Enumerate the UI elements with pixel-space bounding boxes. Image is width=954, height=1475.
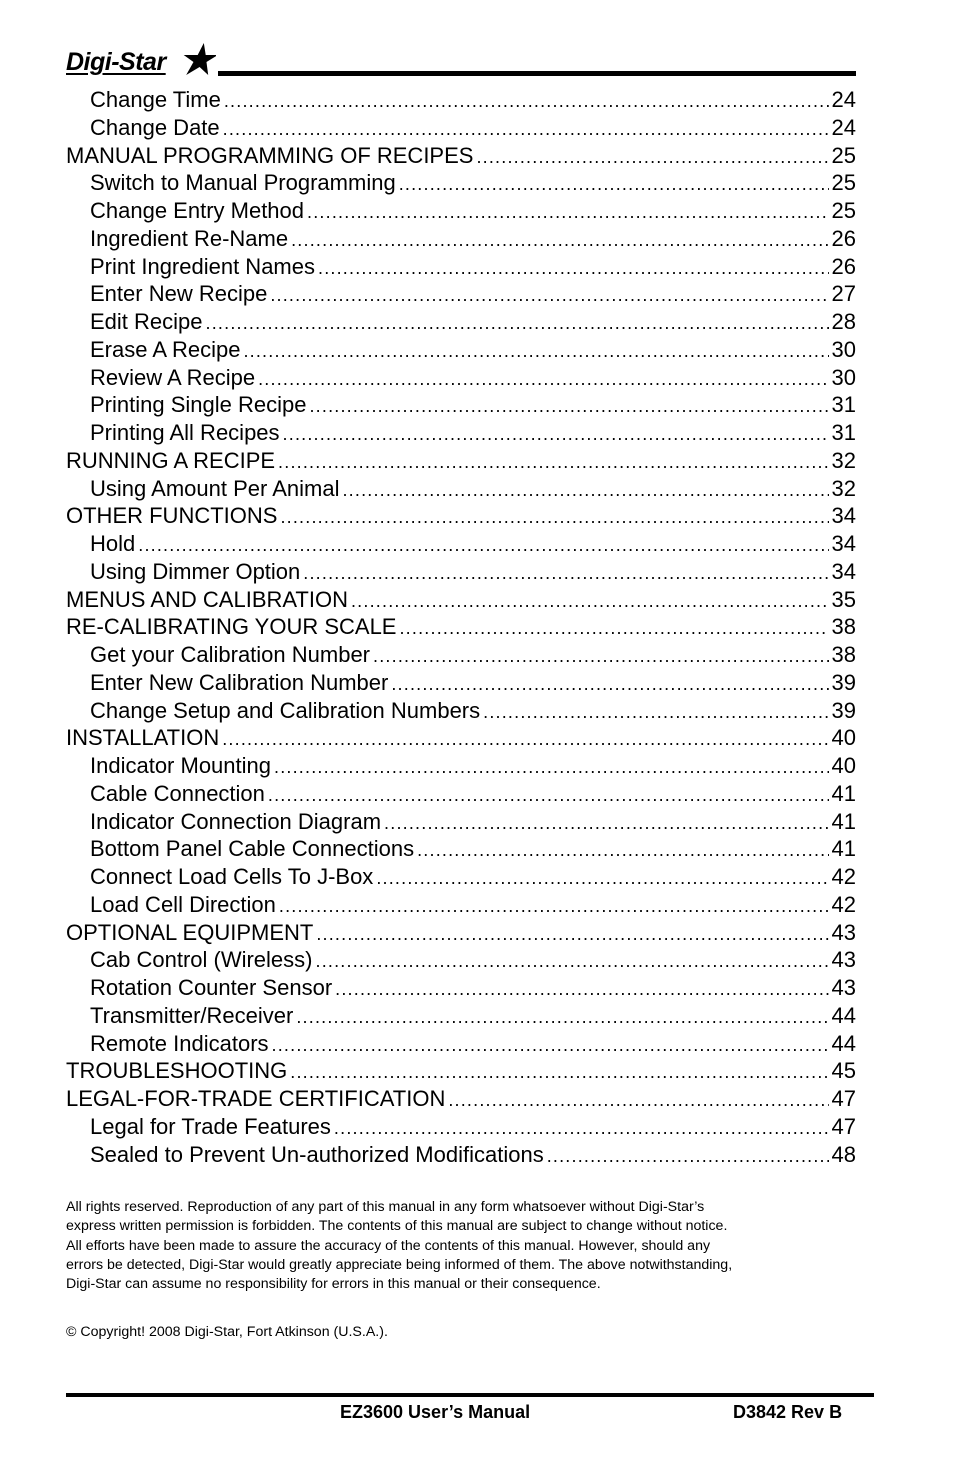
toc-entry-title: Rotation Counter Sensor [90, 975, 333, 1000]
toc-entry[interactable] [66, 558, 856, 586]
toc-entry-page: 25 [831, 142, 856, 168]
toc-entry-title: Get your Calibration Number [90, 642, 371, 667]
toc-entry-title: Using Dimmer Option [90, 558, 301, 584]
toc-entry-title: Indicator Connection Diagram [90, 808, 382, 834]
toc-entry-page: 24 [831, 114, 856, 140]
toc-entry-title: Change Setup and Calibration Numbers [90, 697, 481, 723]
toc-entry-page: 26 [831, 225, 856, 251]
toc-entry-page: 47 [831, 1113, 856, 1139]
toc-entry[interactable] [66, 364, 856, 392]
toc-entry[interactable] [66, 1085, 856, 1113]
toc-dot-leader [290, 1059, 828, 1087]
toc-entry-page: 43 [831, 947, 856, 973]
toc-dot-leader [280, 504, 828, 532]
toc-dot-leader [270, 282, 828, 310]
toc-dot-leader [309, 393, 828, 421]
toc-entry-page: 38 [831, 614, 856, 640]
toc-entry-page: 24 [831, 87, 856, 112]
toc-entry-page: 26 [831, 253, 856, 279]
toc-dot-leader [316, 921, 828, 949]
toc-dot-leader [268, 782, 829, 810]
toc-entry-title: Cable Connection [90, 780, 265, 806]
toc-dot-leader [483, 699, 828, 727]
toc-entry-page: 43 [831, 919, 856, 945]
toc-entry-page: 44 [831, 1030, 856, 1056]
toc-dot-leader [417, 837, 828, 865]
toc-dot-leader [243, 338, 828, 366]
toc-dot-leader [296, 1004, 828, 1032]
legal-line: All efforts have been made to assure the accuracy of the contents of this manual. However, should any [66, 1237, 711, 1254]
toc-entry-page: 32 [831, 447, 856, 473]
toc-dot-leader [258, 366, 828, 394]
toc-entry-title: Enter New Calibration Number [90, 669, 389, 695]
toc-entry[interactable] [66, 225, 856, 253]
toc-entry[interactable] [66, 613, 856, 641]
toc-entry-title: Cab Control (Wireless) [90, 947, 313, 973]
toc-entry-title: TROUBLESHOOTING [66, 1058, 288, 1084]
toc-dot-leader [376, 865, 828, 893]
toc-entry-page: 47 [831, 1086, 856, 1111]
toc-dot-leader [342, 477, 828, 505]
toc-entry-page: 40 [831, 753, 856, 778]
toc-entry[interactable] [66, 724, 856, 752]
toc-entry-title: RUNNING A RECIPE [66, 447, 276, 473]
toc-entry-title: MANUAL PROGRAMMING OF RECIPES [66, 142, 474, 168]
toc-dot-leader [335, 976, 828, 1004]
page-header [66, 42, 856, 82]
toc-entry[interactable] [66, 1057, 856, 1085]
toc-entry-title: Switch to Manual Programming [90, 170, 396, 196]
toc-dot-leader [278, 449, 828, 477]
toc-entry-title: Ingredient Re-Name [90, 225, 289, 251]
toc-entry-title: Hold [90, 531, 136, 556]
toc-entry-page: 39 [831, 697, 856, 723]
toc-entry[interactable] [66, 780, 856, 808]
toc-dot-leader [291, 227, 828, 255]
toc-dot-leader [448, 1087, 828, 1115]
toc-entry-title: LEGAL-FOR-TRADE CERTIFICATION [66, 1086, 446, 1111]
footer-revision: D3842 Rev B [733, 1402, 843, 1422]
footer-rule [66, 1393, 874, 1397]
toc-dot-leader [316, 948, 829, 976]
toc-entry[interactable] [66, 697, 856, 725]
toc-entry[interactable] [66, 280, 856, 308]
toc-entry-title: Change Entry Method [90, 198, 305, 223]
toc-dot-leader [223, 116, 829, 144]
toc-dot-leader [334, 1115, 829, 1143]
toc-entry-page: 28 [831, 309, 856, 334]
toc-dot-leader [224, 88, 829, 116]
toc-entry[interactable] [66, 419, 856, 447]
toc-entry-title: Indicator Mounting [90, 753, 271, 778]
toc-entry-page: 41 [831, 808, 856, 834]
toc-entry[interactable] [66, 586, 856, 614]
toc-dot-leader [351, 588, 829, 616]
toc-entry-page: 32 [831, 475, 856, 501]
toc-dot-leader [476, 144, 828, 172]
toc-entry-page: 30 [831, 364, 856, 390]
toc-entry[interactable] [66, 114, 856, 142]
toc-entry[interactable] [66, 142, 856, 170]
toc-entry-title: Legal for Trade Features [90, 1113, 331, 1139]
toc-entry-title: Change Date [90, 114, 220, 140]
star-icon [182, 42, 216, 76]
toc-entry[interactable] [66, 752, 856, 780]
toc-dot-leader [206, 310, 829, 338]
toc-entry[interactable] [66, 197, 856, 225]
toc-entry[interactable] [66, 169, 856, 197]
toc-dot-leader [391, 671, 828, 699]
toc-entry-page: 45 [831, 1058, 856, 1084]
toc-entry-page: 31 [831, 420, 856, 445]
toc-entry-title: INSTALLATION [66, 725, 220, 751]
toc-entry-title: Sealed to Prevent Un-authorized Modifications [90, 1141, 544, 1167]
toc-entry[interactable] [66, 863, 856, 891]
toc-entry[interactable] [66, 669, 856, 697]
legal-line: Digi-Star can assume no responsibility for errors in this manual or their consequence. [66, 1276, 601, 1293]
toc-entry[interactable] [66, 1113, 856, 1141]
toc-entry-page: 31 [831, 392, 856, 418]
legal-line: errors be detected, Digi-Star would greatly appreciate being informed of them. The above notwithstanding, [66, 1256, 733, 1273]
toc-entry-page: 35 [831, 586, 856, 612]
toc-entry-title: Transmitter/Receiver [90, 1002, 294, 1028]
toc-entry-title: OTHER FUNCTIONS [66, 503, 278, 529]
toc-entry-title: Review A Recipe [90, 364, 256, 390]
toc-entry[interactable] [66, 86, 856, 114]
toc-entry-title: Erase A Recipe [90, 336, 241, 362]
toc-entry[interactable] [66, 835, 856, 863]
toc-entry-page: 39 [831, 669, 856, 695]
toc-entry[interactable] [66, 919, 856, 947]
toc-entry-page: 40 [831, 725, 856, 751]
toc-entry-page: 48 [831, 1141, 856, 1167]
toc-entry-title: Using Amount Per Animal [90, 475, 340, 501]
toc-entry[interactable] [66, 641, 856, 669]
toc-dot-leader [547, 1143, 829, 1171]
toc-entry[interactable] [66, 253, 856, 281]
toc-entry-title: Edit Recipe [90, 309, 203, 334]
toc-entry-page: 44 [831, 1002, 856, 1028]
toc-entry-page: 42 [831, 891, 856, 917]
toc-entry-title: MENUS AND CALIBRATION [66, 586, 348, 612]
toc-dot-leader [303, 560, 828, 588]
toc-entry-title: Connect Load Cells To J-Box [90, 864, 374, 889]
toc-entry-title: RE-CALIBRATING YOUR SCALE [66, 614, 397, 640]
toc-entry-title: Printing Single Recipe [90, 392, 307, 418]
toc-entry-page: 42 [831, 864, 856, 889]
legal-line: express written permission is forbidden. The contents of this manual are subject to change without notice. [66, 1218, 728, 1235]
toc-entry[interactable] [66, 475, 856, 503]
toc-dot-leader [222, 726, 828, 754]
toc-entry-page: 43 [831, 975, 856, 1000]
toc-entry-page: 34 [831, 503, 856, 529]
toc-entry[interactable] [66, 530, 856, 558]
toc-entry-title: Bottom Panel Cable Connections [90, 836, 415, 862]
toc-entry-page: 25 [831, 170, 856, 196]
toc-entry-title: Printing All Recipes [90, 420, 280, 445]
toc-entry-title: Change Time [90, 87, 221, 112]
toc-entry-title: OPTIONAL EQUIPMENT [66, 919, 314, 945]
footer-manual-title: EZ3600 User’s Manual [340, 1402, 531, 1422]
toc-entry[interactable] [66, 1030, 856, 1058]
toc-entry-title: Remote Indicators [90, 1030, 269, 1056]
toc-dot-leader [399, 615, 828, 643]
toc-entry-page: 38 [831, 642, 856, 667]
toc-dot-leader [274, 754, 829, 782]
toc-entry-title: Enter New Recipe [90, 281, 268, 307]
toc-dot-leader [384, 810, 828, 838]
toc-entry[interactable] [66, 946, 856, 974]
toc-entry[interactable] [66, 308, 856, 336]
toc-entry[interactable] [66, 891, 856, 919]
toc-entry[interactable] [66, 502, 856, 530]
toc-entry-title: Load Cell Direction [90, 891, 276, 917]
toc-entry-page: 41 [831, 780, 856, 806]
toc-entry[interactable] [66, 336, 856, 364]
toc-entry[interactable] [66, 1141, 856, 1169]
toc-entry[interactable] [66, 974, 856, 1002]
toc-dot-leader [283, 421, 829, 449]
toc-dot-leader [318, 255, 829, 283]
toc-entry-page: 34 [831, 558, 856, 584]
toc-entry-page: 41 [831, 836, 856, 862]
toc-dot-leader [279, 893, 829, 921]
toc-entry-page: 34 [831, 531, 856, 556]
toc-entry-page: 27 [831, 281, 856, 307]
toc-entry[interactable] [66, 1002, 856, 1030]
toc-entry-page: 25 [831, 198, 856, 223]
brand-logo: Digi-Star [66, 48, 166, 76]
toc-dot-leader [272, 1032, 829, 1060]
toc-dot-leader [399, 171, 829, 199]
table-of-contents [66, 86, 856, 1168]
toc-entry[interactable] [66, 391, 856, 419]
legal-notice [66, 1198, 866, 1294]
header-rule [218, 71, 856, 76]
toc-entry[interactable] [66, 808, 856, 836]
toc-entry-page: 30 [831, 336, 856, 362]
toc-dot-leader [373, 643, 829, 671]
toc-dot-leader [307, 199, 828, 227]
legal-line: All rights reserved. Reproduction of any part of this manual in any form whatsoever without Digi-Star’s [66, 1199, 705, 1215]
toc-dot-leader [138, 532, 828, 560]
toc-entry-title: Print Ingredient Names [90, 253, 315, 279]
copyright-notice: © Copyright! 2008 Digi-Star, Fort Atkinson (U.S.A.). [66, 1324, 388, 1340]
toc-entry[interactable] [66, 447, 856, 475]
